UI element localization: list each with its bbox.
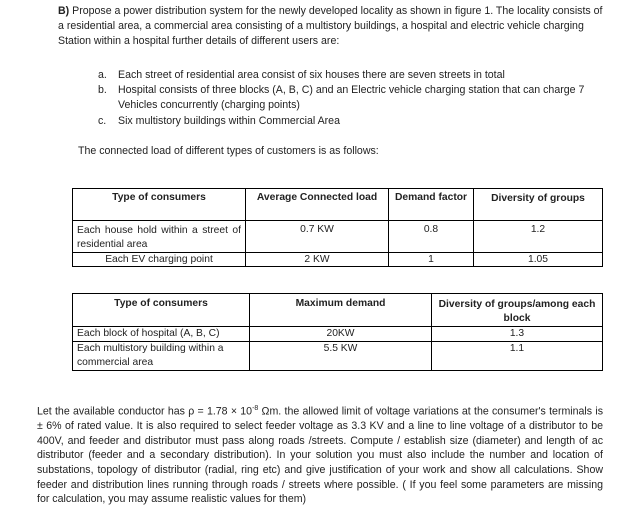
table-header-row [73,189,603,221]
table-cell: Each block of hospital (A, B, C) [73,327,250,342]
table-cell: 1.05 [474,253,603,267]
list-text: Hospital consists of three blocks (A, B, C) and an Electric vehicle charging station that can charge 7 Vehicles concurrently (charging points) [118,84,585,111]
table-header: Maximum demand [250,294,432,327]
table-cell: 5.5 KW [250,342,432,371]
table-cell: 0.8 [389,221,474,253]
table-row [73,253,603,267]
table-header-row [73,294,603,327]
table-header: Demand factor [389,189,474,221]
exponent: -8 [252,405,259,412]
problem-intro [58,4,608,49]
table-row [73,342,603,371]
list-marker: c. [98,115,107,127]
table-cell: 2 KW [246,253,389,267]
table-cell: 20KW [250,327,432,342]
table-header: Type of consumers [73,189,246,221]
table-cell: 1.3 [432,327,603,342]
table-cell: 1.1 [432,342,603,371]
table-header: Diversity of groups [474,189,603,221]
list-marker: a. [98,69,107,81]
maximum-demand-table [72,293,603,371]
list-text: Each street of residential area consist of six houses there are seven streets in total [118,69,505,81]
table-row [73,221,603,253]
list-text: Six multistory buildings within Commercial Area [118,115,340,127]
problem-label: B) [58,5,70,17]
table-cell: 0.7 KW [246,221,389,253]
load-heading: The connected load of different types of customers is as follows: [78,145,379,157]
table-cell: Each house hold within a street of residential area [73,221,246,253]
list-marker: b. [98,84,107,96]
table-header: Average Connected load [246,189,389,221]
problem-intro-text: Propose a power distribution system for the newly developed locality as shown in figure 1. The locality consists of a residential area, a commercial area consisting of a multistory buildings, a hospital and electric vehicle charging Station within a hospital further details of different users are: [58,5,603,47]
table-header: Type of consumers [73,294,250,327]
connected-load-table [72,188,603,267]
table-row [73,327,603,342]
table-cell: 1.2 [474,221,603,253]
table-cell: 1 [389,253,474,267]
problem-statement [37,402,603,507]
table-cell: Each multistory building within a commercial area [73,342,250,371]
table-cell: Each EV charging point [73,253,246,267]
table-header: Diversity of groups/among each block [432,294,603,327]
statement-part-2: Ωm. the allowed limit of voltage variations at the consumer's terminals is ± 6% of rated value. It is also required to select feeder voltage as 3.3 KV and a line to line voltage of a distributor to be 400V, and feeder and distributor must pass along roads /streets. Compute / establish size (diameter) and length of ac distributor (feeder and a secondary distribution). In your solution you must also include the number and location of substations, topology of distributor (radial, ring etc) and give justification of your work and show all calculations. Show feeder and distribution lines running through roads / streets where possible. ( If you feel some parameters are missing for calculation, you may assume realistic values for them) [37,405,603,506]
statement-part-1: Let the available conductor has ρ = 1.78 × 10 [37,405,253,418]
